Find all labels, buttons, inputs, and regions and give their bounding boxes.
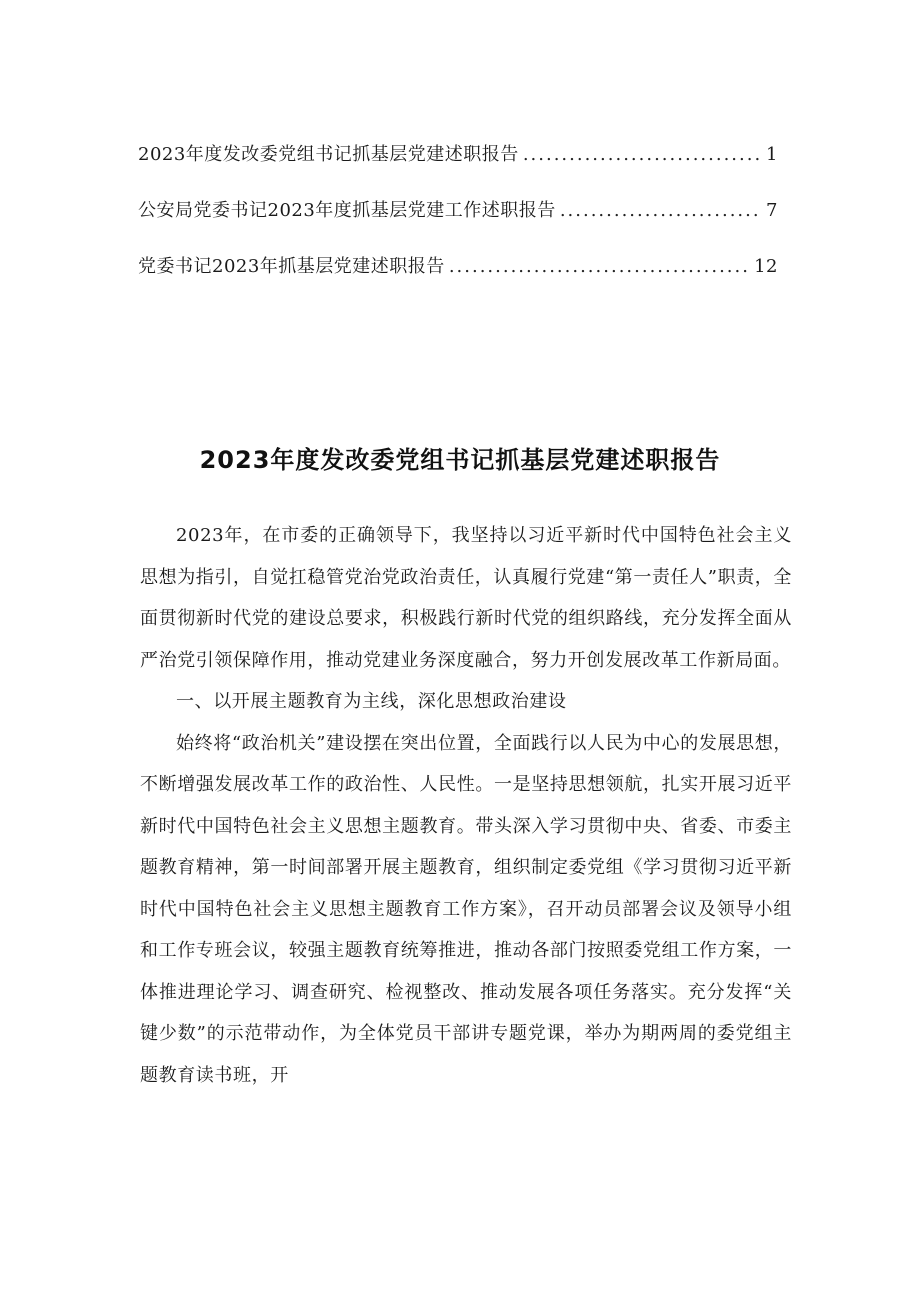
- document-body: [140, 515, 792, 1096]
- toc-entry-page: 12: [754, 256, 778, 277]
- toc-entry-title: 公安局党委书记2023年度抓基层党建工作述职报告: [138, 200, 556, 221]
- toc-entry-1[interactable]: [138, 140, 778, 169]
- toc-leader-dots: [523, 144, 762, 165]
- toc-entry-3[interactable]: [138, 252, 778, 281]
- toc-entry-2[interactable]: [138, 196, 778, 225]
- body-paragraph: 始终将“政治机关”建设摆在突出位置，全面践行以人民为中心的发展思想，不断增强发展改革工作的政治性、人民性。一是坚持思想领航，扎实开展习近平新时代中国特色社会主义思想主题教育。带头深入学习贯彻中央、省委、市委主题教育精神，第一时间部署开展主题教育，组织制定委党组《学习贯彻习近平新时代中国特色社会主义思想主题教育工作方案》，召开动员部署会议及领导小组和工作专班会议，较强主题教育统筹推进，推动各部门按照委党组工作方案，一体推进理论学习、调查研究、检视整改、推动发展各项任务落实。充分发挥“关键少数”的示范带动作，为全体党员干部讲专题党课，举办为期两周的委党组主题教育读书班，开: [140, 732, 792, 1086]
- toc-entry-title: 2023年度发改委党组书记抓基层党建述职报告: [138, 144, 519, 165]
- toc-entry-title: 党委书记2023年抓基层党建述职报告: [138, 256, 445, 277]
- toc-leader-dots: [560, 200, 762, 221]
- table-of-contents: [138, 140, 778, 308]
- body-paragraph-intro: 2023年，在市委的正确领导下，我坚持以习近平新时代中国特色社会主义思想为指引，自觉扛稳管党治党政治责任，认真履行党建“第一责任人”职责，全面贯彻新时代党的建设总要求，积极践行新时代党的组织路线，充分发挥全面从严治党引领保障作用，推动党建业务深度融合，努力开创发展改革工作新局面。: [140, 525, 793, 671]
- toc-leader-dots: [449, 256, 750, 277]
- toc-entry-page: 7: [766, 200, 778, 221]
- toc-entry-page: 1: [766, 144, 778, 165]
- section-heading: 一、以开展主题教育为主线，深化思想政治建设: [176, 691, 567, 712]
- document-title: 2023年度发改委党组书记抓基层党建述职报告: [199, 446, 721, 475]
